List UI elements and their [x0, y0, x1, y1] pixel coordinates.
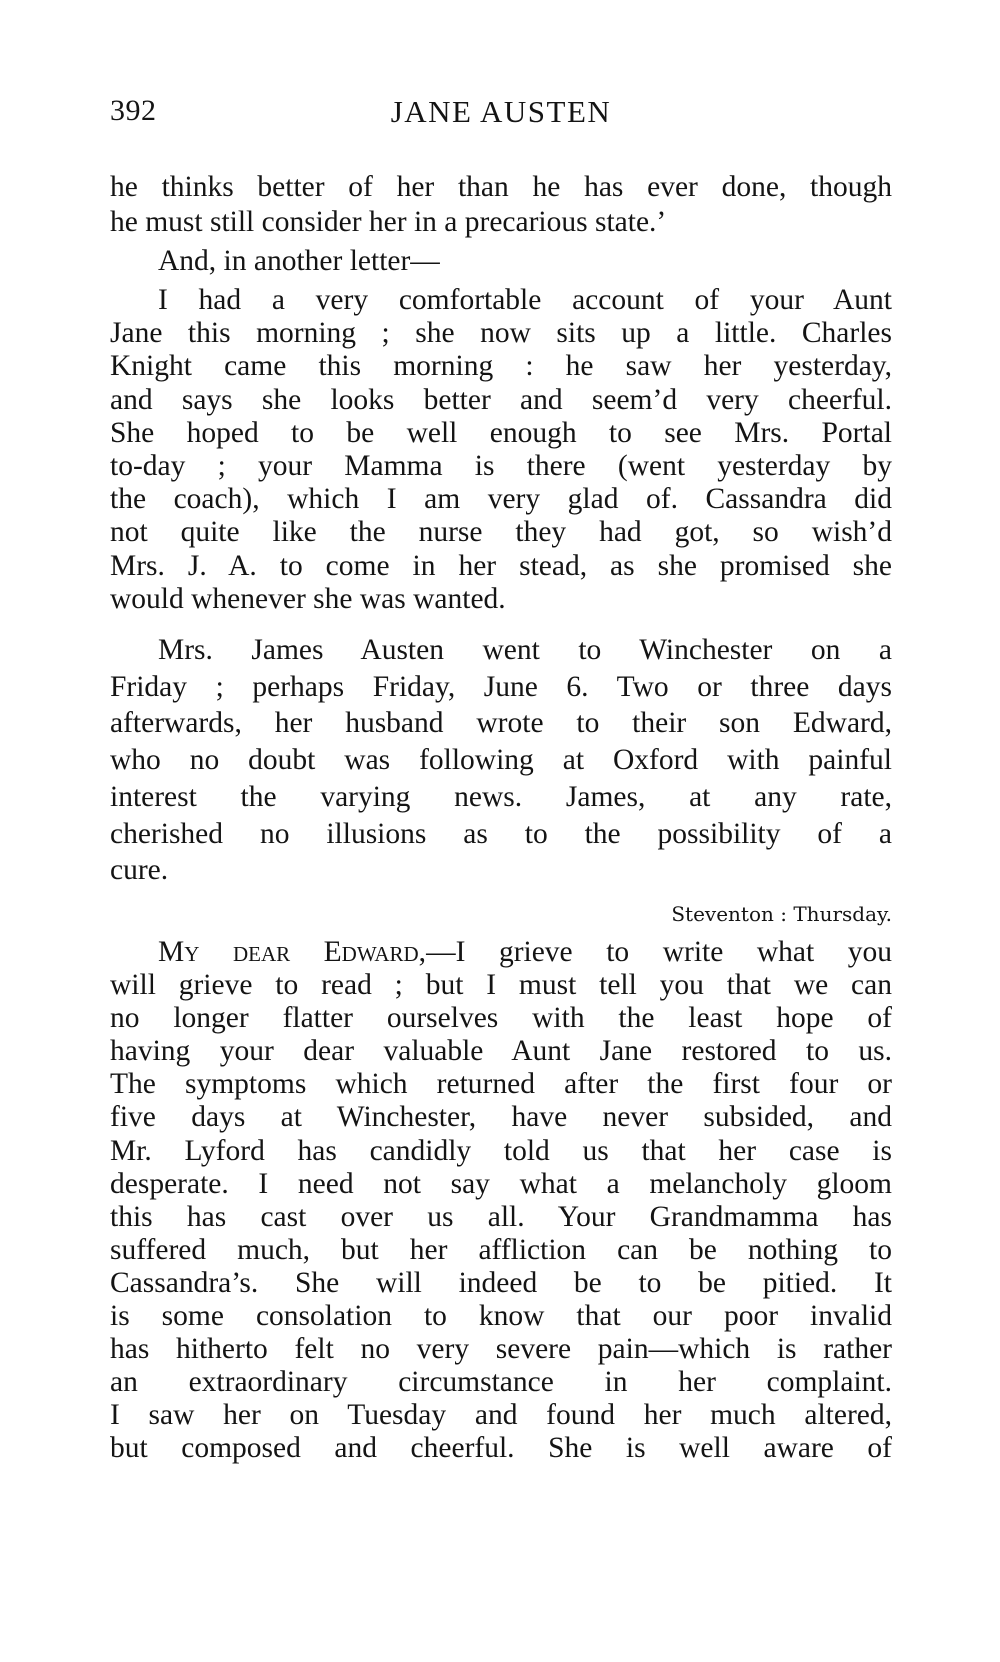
text-line: I had a very comfortable account of your Aunt: [158, 284, 892, 316]
text-line: She hoped to be well enough to see Mrs. Portal: [110, 416, 892, 449]
text-line: is some consolation to know that our poor invalid: [110, 1300, 892, 1333]
text-line: Jane this morning ; she now sits up a little. Charles: [110, 317, 892, 350]
text-line: he must still consider her in a precarious state.’: [110, 206, 667, 238]
letter-salutation: My dear Edward,: [158, 936, 427, 968]
text-line: The symptoms which returned after the first four or: [110, 1068, 892, 1101]
text-line: to-day ; your Mamma is there (went yesterday by: [110, 450, 892, 483]
text-line: has hitherto felt no very severe pain—which is rather: [110, 1333, 892, 1366]
text-line: this has cast over us all. Your Grandmamma has: [110, 1200, 892, 1233]
letter-dateline: Steventon : Thursday.: [671, 902, 892, 926]
text-line: Knight came this morning : he saw her yesterday,: [110, 350, 892, 383]
text-line: he thinks better of her than he has ever done, though: [110, 171, 892, 203]
text-line: would whenever she was wanted.: [110, 582, 506, 615]
text-line: Friday ; perhaps Friday, June 6. Two or three days: [110, 670, 892, 703]
text-line: Mrs. James Austen went to Winchester on a: [158, 634, 892, 666]
quoted-letter-continuation: [110, 170, 892, 240]
text-line: desperate. I need not say what a melancholy gloom: [110, 1167, 892, 1200]
letter-first-line: [110, 936, 892, 969]
text-line: not quite like the nurse they had got, so wish’d: [110, 516, 892, 549]
text-line: no longer flatter ourselves with the least hope of: [110, 1002, 892, 1035]
narrative-paragraph: [110, 632, 892, 889]
intro-line: [110, 243, 892, 279]
text-line: Cassandra’s. She will indeed be to be pitied. It: [110, 1266, 892, 1299]
text-line: an extraordinary circumstance in her complaint.: [110, 1366, 892, 1399]
page-number: 392: [110, 94, 157, 127]
text-line: Mr. Lyford has candidly told us that her case is: [110, 1134, 892, 1167]
text-line: who no doubt was following at Oxford with painful: [110, 744, 892, 777]
text-line: and says she looks better and seem’d very cheerful.: [110, 383, 892, 416]
text-line: having your dear valuable Aunt Jane restored to us.: [110, 1035, 892, 1068]
text-line: I saw her on Tuesday and found her much altered,: [110, 1399, 892, 1432]
text-line: Mrs. J. A. to come in her stead, as she promised she: [110, 549, 892, 582]
text-line: will grieve to read ; but I must tell you that we can: [110, 969, 892, 1002]
text-line: the coach), which I am very glad of. Cassandra did: [110, 483, 892, 516]
letter-first-line-text: —I grieve to write what you: [426, 936, 893, 968]
text-line: And, in another letter—: [158, 245, 440, 277]
text-line: suffered much, but her affliction can be nothing to: [110, 1233, 892, 1266]
letter-body: [110, 936, 892, 1466]
text-line: but composed and cheerful. She is well aware of: [110, 1432, 892, 1465]
text-line: cure.: [110, 854, 169, 887]
text-line: cherished no illusions as to the possibility of a: [110, 817, 892, 850]
text-line: interest the varying news. James, at any rate,: [110, 780, 892, 813]
text-line: five days at Winchester, have never subsided, and: [110, 1101, 892, 1134]
running-head: JANE AUSTEN: [390, 94, 612, 129]
quoted-letter: [110, 284, 892, 616]
text-line: afterwards, her husband wrote to their son Edward,: [110, 707, 892, 740]
page-header: [110, 94, 892, 138]
